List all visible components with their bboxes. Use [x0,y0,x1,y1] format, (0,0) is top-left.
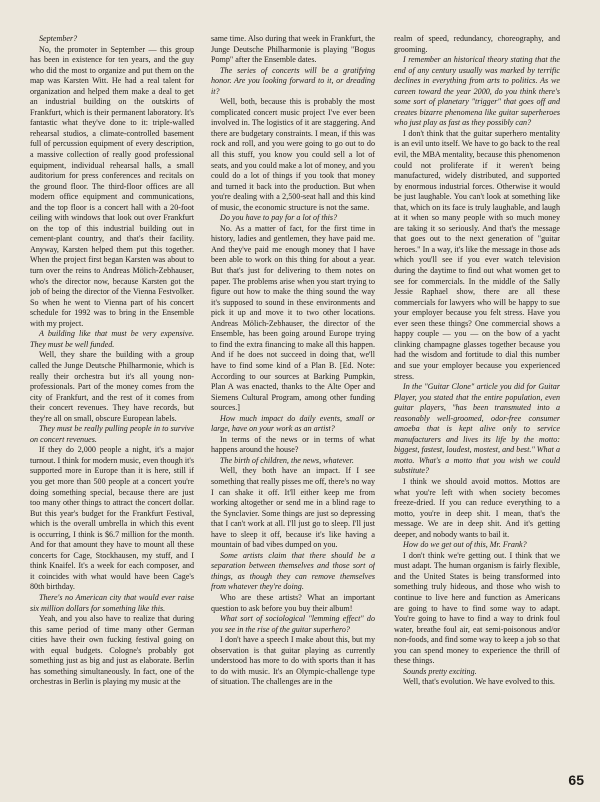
answer-paragraph: I don't think that the guitar superhero mentality is an evil unto itself. We have to go back to the real evil, the MBA mentality, because this phenomenon could not proliferate if it weren't being manufactured, widely distributed, and supported by enormous industrial forces. Otherwise it would be just laughable. You can't look at something like that, which on its face is truly laughable, and laugh at it when so many people with so much money are taking it so seriously. And that's the message that goes out to the next generation of "guitar heroes." In a way, it's like the message in those ads which you'll see if you ever watch television during the daytime to find out what women get to see for commercials. In the middle of the Sally Jessie Raphael show, there are all these commercials for lawyers who will be happy to sue your employer because you felt stress. Have you ever seen these things? One commercial shows a happy couple — you — on the bow of a yacht clinking champagne glasses together because you had the wisdom and fortitude to dial this number and sue your employer because you experienced stress. [394,128,560,381]
interviewer-question: Sounds pretty exciting. [403,666,477,676]
answer-paragraph: same time. Also during that week in Frankfurt, the Junge Deutsche Philharmonie is playing "Bogus Pomp" after the Ensemble dates. [211,34,375,65]
interviewer-question: Some artists claim that there should be a separation between themselves and those sort of things, as though they can remove themselves from whatever they're doing. [211,550,375,592]
interviewer-question: In the "Guitar Clone" article you did for Guitar Player, you stated that the entire population, even guitar players, "has been transmuted into a reasonably well-groomed, odor-free consumer amoeba that is kept alive only to service manufacturers and lives its life by the motto: biggest, fastest, loudest, mostest, and best." What a motto. What's a motto that you wish we could substitute? [394,382,560,476]
interviewer-question: How much impact do daily events, small or large, have on your work as an artist? [211,413,375,434]
answer-paragraph: Well, that's evolution. We have evolved to this. [403,677,555,687]
answer-paragraph: In terms of the news or in terms of what happens around the house? [211,434,375,455]
text-column-3 [394,34,560,762]
answer-paragraph: Well, they both have an impact. If I see something that really pisses me off, there's no way I can shake it off. It'll either keep me from working altogether or send me in a blind rage to the Synclavier. Some things are just so depressing that I can't work at all. I'll just go to sleep. I'll just have to sleep it off, because it's like having a mountain of bad vibes dumped on you. [211,466,375,550]
answer-paragraph: I think we should avoid mottos. Mottos are what you're left with when society becomes freeze-dried. If you can reduce everything to a motto, you're in deep shit. I mean, that's the message. We are in deep shit. And it's getting deeper, and nobody wants to bail it. [394,476,560,539]
text-column-1 [30,34,194,762]
answer-paragraph: Yeah, and you also have to realize that during this same period of time many other German cities have their own fucking festival going on with equal budgets. Cologne's probably got something just as big and just as elaborate. Berlin has something simultaneously. In fact, one of the orchestras in Berlin is playing my music at the [30,614,194,687]
answer-paragraph: I don't think we're getting out. I think that we must adapt. The human organism is fairly flexible, and the United States is being transformed into something truly hideous, and those who wish to continue to live here and function as Americans are going to have to find some way to adapt. You're going to have to find a way to drink foul water, breathe foul air, eat semi-poisonous and/or non-foods, and find some way to keep a job so that you can spend money to experience the thrill of these things. [394,550,560,666]
answer-paragraph: No. As a matter of fact, for the first time in history, ladies and gentlemen, they have paid me. And they've paid me enough money that I have been able to work on this thing for about a year. But that's just for delivering to them notes on paper. The problems arise when you start trying to figure out how to make the thing sound the way it's supposed to sound in these environments and pick it up and move it to two other locations. Andreas Mölich-Zebhauser, the director of the Ensemble, has been going around Europe trying to find the extra financing to make all this happen. And if he does not succeed in doing that, we'll have to find some kind of a Plan B. [Ed. Note: According to our sources at Barking Pumpkin, Plan A was enacted, thanks to the Alte Oper and Siemens Cultural Program, among other funding sources.] [211,223,375,413]
interviewer-question: What sort of sociological "lemming effect" do you see in the rise of the guitar superhero? [211,614,375,634]
interviewer-question: A building like that must be very expensive. They must be well funded. [30,329,194,349]
answer-paragraph: If they do 2,000 people a night, it's a major turnout. I think for modern music, even though it's supported more in Europe than it is here, still if you get more than 500 people at a concert you're doing something special, because there are just too many other things to attract the concert dollar. But this year's budget for the Frankfurt Festival, which is the overall umbrella in which this event is occurring, I think is $6.7 million for the month. And for that amount they have to mount all these concerts for Cage, Stockhausen, my stuff, and I think Knaifel. It's a week for each composer, and it coincides with what would have been Cage's 80th birthday. [30,445,194,592]
answer-paragraph: Well, both, because this is probably the most complicated concert music project I've ever been involved in. The logistics of it are staggering. And there are budgetary constraints. I mean, if this was rock and roll, and you were going to go out to do all this stuff, you know you could sell a lot of seats, and you could make a lot of money, and you could do a lot of things if you took that money and turned it back into the production. But when you're dealing with a 2,500-seat hall and this kind of music, the economic structure is not the same. [211,97,375,212]
interviewer-question: Do you have to pay for a lot of this? [220,213,338,223]
answer-paragraph: Well, they share the building with a group called the Junge Deutsche Philharmonie, which is really their orchestra but it's all young non-professionals. Part of the money comes from the city of Frankfurt, and the rest of it comes from their concert revenues. They have records, but they're all on small, obscure European labels. [30,350,194,423]
text-column-2 [211,34,375,762]
answer-paragraph: Who are these artists? What an important question to ask before you buy their album! [211,592,375,613]
answer-paragraph: realm of speed, redundancy, choreography, and grooming. [394,34,560,54]
interviewer-question: The series of concerts will be a gratifying honor. Are you looking forward to it, or dreading it? [211,65,375,96]
answer-paragraph: I don't have a speech I make about this, but my observation is that guitar playing as currently understood has more to do with sports than it has to do with music. It's an Olympic-challenge type of situation. The challenges are in the [211,635,375,687]
interviewer-question: September? [39,34,78,43]
interviewer-question: How do we get out of this, Mr. Frank? [403,540,527,550]
interviewer-question: The birth of children, the news, whatever. [220,455,354,465]
interviewer-question: They must be really pulling people in to survive on concert revenues. [30,424,194,444]
interviewer-question: There's no American city that would ever raise six million dollars for something like this. [30,592,194,613]
answer-paragraph: No, the promoter in September — this group has been in existence for ten years, and the guy who did the most to organize and put them on the map was Karsten Witt. He had a real talent for organization and helped them make a deal to get an industrial building on the outskirts of Frankfurt, which is their permanent laboratory. It's fantastic what they've done to it: triple-walled rehearsal studios, a climate-controlled basement full of percussion equipment of every description, a massive collection of really good professional equipment, individual rehearsal halls, a small auditorium for press conferences and recitals on the ground floor. The third-floor offices are all modern office equipment and communications, and the top floor is a concert hall with a 20-foot ceiling with windows that look out over Frankfurt on the top of this industrial building out in cement-plant country, and that's their facility. Anyway, Karsten helped them put this together. When the project first began Karsten was about to turn over the reins to Andreas Mölich-Zebhauser, who's the director now, because Karsten got the job of being the director of the Vienna Festvolker. So when he went to Vienna part of his concert schedule for 1992 was to bring in the Ensemble with my project. [30,44,194,328]
interviewer-question: I remember an historical theory stating that the end of any century usually was marked by terrific declines in everything from arts to politics. As we careen toward the year 2000, do you think there's some sort of planetary "trigger" that goes off and creates bizarre phenomena like guitar superheroes who just play as fast as they possibly can? [394,55,560,128]
page-number: 65 [568,772,584,788]
